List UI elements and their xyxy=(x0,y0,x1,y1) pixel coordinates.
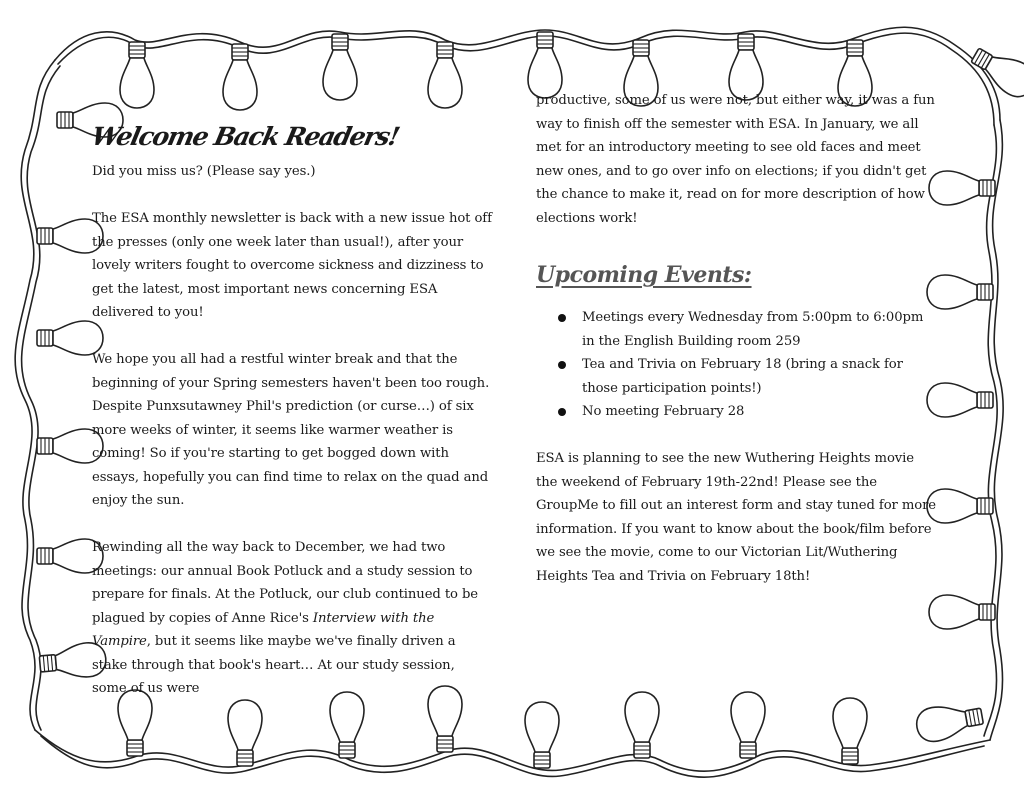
christmas-light-bulb-icon xyxy=(929,171,995,205)
december-recap-text-b: , but it seems like maybe we've finally driven a stake through that book's heart… At our study session, some of us were xyxy=(92,634,456,696)
christmas-light-bulb-icon xyxy=(929,595,995,629)
christmas-light-bulb-icon xyxy=(428,42,462,108)
christmas-light-bulb-icon xyxy=(120,42,154,108)
christmas-light-bulb-icon xyxy=(731,692,765,758)
christmas-light-bulb-icon xyxy=(914,699,985,744)
winter-break-paragraph: We hope you all had a restful winter break and that the beginning of your Spring semesters haven't been too rough. Despite Punxsutawney Phil's prediction (or curse…) of six more weeks of winter, it seems like warmer weather is coming! So if you're starting to get bogged down with essays, hopefully you can find time to relax on the quad and enjoy the sun. xyxy=(92,352,490,508)
christmas-light-bulb-icon xyxy=(323,34,357,100)
christmas-light-bulb-icon xyxy=(228,700,262,766)
upcoming-events-list xyxy=(536,306,936,424)
christmas-light-bulb-icon xyxy=(927,275,993,309)
book-title: Interview with the Vampire xyxy=(92,610,435,649)
christmas-light-bulb-icon xyxy=(223,44,257,110)
intro-paragraph: Did you miss us? (Please say yes.) xyxy=(92,164,316,179)
christmas-light-bulb-icon xyxy=(927,383,993,417)
christmas-light-bulb-icon xyxy=(330,692,364,758)
event-item: Meetings every Wednesday from 5:00pm to 6:00pm in the English Building room 259 xyxy=(582,306,936,353)
christmas-light-bulb-icon xyxy=(833,698,867,764)
december-recap-text-a: Rewinding all the way back to December, we had two meetings: our annual Book Potluck and a study session to prepare for finals. At the Potluck, our club continued to be plagued by copies of Anne Rice's xyxy=(92,540,479,626)
newsletter-intro-paragraph: The ESA monthly newsletter is back with a new issue hot off the presses (only one week later than usual!), after your lovely writers fought to overcome sickness and dizziness to get the latest, most important news concerning ESA delivered to you! xyxy=(92,211,492,320)
christmas-light-bulb-icon xyxy=(525,702,559,768)
upcoming-events-heading: Upcoming Events: xyxy=(536,262,752,288)
left-column xyxy=(89,120,492,701)
semester-recap-paragraph: productive, some of us were not, but either way, it was a fun way to finish off the semester with ESA. In January, we all met for an introductory meeting to see old faces and meet new ones, and to go over info on elections; if you didn't get the chance to make it, read on for more description of how elections work! xyxy=(536,93,935,226)
event-item: Tea and Trivia on February 18 (bring a snack for those participation points!) xyxy=(582,353,936,400)
right-column xyxy=(536,89,936,612)
wuthering-heights-paragraph: ESA is planning to see the new Wuthering Heights movie the weekend of February 19th-22nd! Please see the GroupMe to fill out an interest form and stay tuned for more information. If you want to know about the book/film before we see the movie, come to our Victorian Lit/Wuthering Heights Tea and Trivia on February 18th! xyxy=(536,451,936,584)
event-item: No meeting February 28 xyxy=(582,400,936,424)
christmas-light-bulb-icon xyxy=(927,489,993,523)
december-recap-paragraph xyxy=(92,536,492,701)
newsletter-title: Welcome Back Readers! xyxy=(89,122,402,151)
christmas-light-bulb-icon xyxy=(625,692,659,758)
